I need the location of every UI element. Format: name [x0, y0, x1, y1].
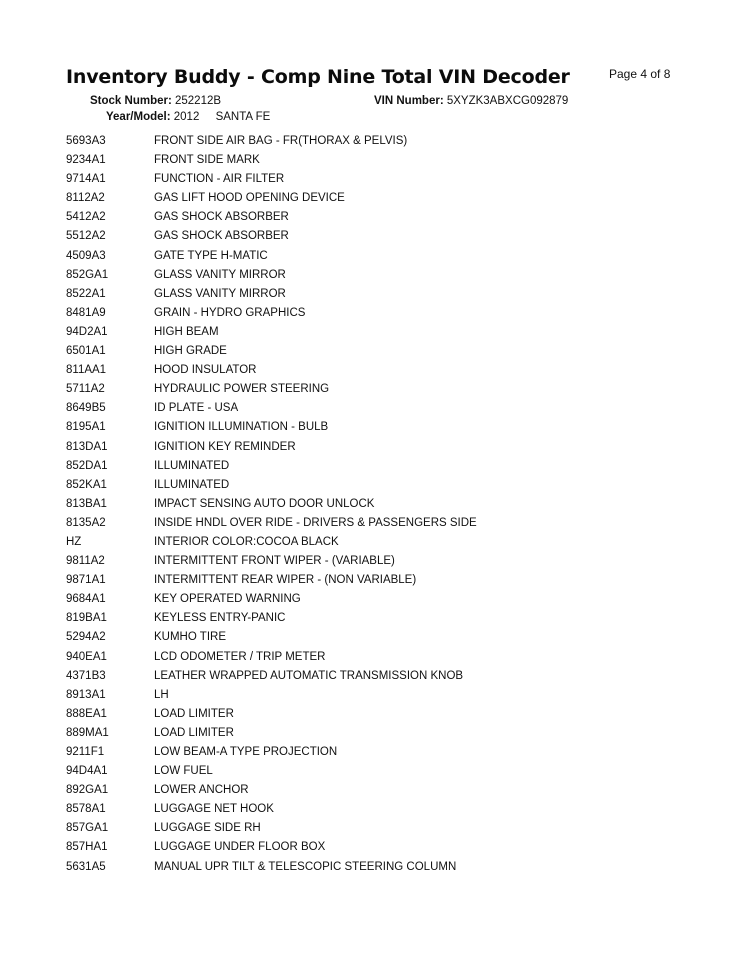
- option-description: LH: [154, 688, 169, 701]
- option-description: INTERMITTENT REAR WIPER - (NON VARIABLE): [154, 574, 417, 587]
- list-item: [66, 838, 477, 857]
- option-code: 8112A2: [66, 192, 105, 205]
- option-description: LOWER ANCHOR: [154, 784, 249, 797]
- option-code: 852GA1: [66, 268, 109, 281]
- option-code: 5631A5: [66, 860, 106, 873]
- option-code: 813DA1: [66, 440, 108, 453]
- option-code: 5412A2: [66, 211, 106, 224]
- year-value: 2012: [173, 111, 200, 123]
- list-item: [66, 189, 477, 208]
- option-code-list: [66, 132, 477, 877]
- list-item: [66, 648, 477, 667]
- option-code: 5512A2: [66, 230, 106, 243]
- list-item: [66, 457, 477, 476]
- option-description: LUGGAGE UNDER FLOOR BOX: [154, 841, 326, 854]
- option-code: 892GA1: [66, 784, 109, 797]
- list-item: [66, 705, 477, 724]
- option-description: KUMHO TIRE: [154, 631, 226, 644]
- list-item: [66, 132, 477, 151]
- stock-number-label: Stock Number:: [90, 95, 172, 107]
- option-description: LUGGAGE NET HOOK: [154, 803, 274, 816]
- list-item: [66, 800, 477, 819]
- page-title: Inventory Buddy - Comp Nine Total VIN Decoder: [66, 66, 570, 88]
- option-description: LOW BEAM-A TYPE PROJECTION: [154, 746, 338, 758]
- option-description: LEATHER WRAPPED AUTOMATIC TRANSMISSION KNOB: [154, 669, 464, 682]
- option-code: 889MA1: [66, 726, 109, 739]
- option-description: ID PLATE - USA: [154, 402, 239, 415]
- option-code: 8522A1: [66, 287, 106, 300]
- option-code: 819BA1: [66, 612, 107, 625]
- option-code: 9234A1: [66, 154, 106, 167]
- option-description: LOAD LIMITER: [154, 707, 234, 720]
- list-item: [66, 247, 477, 266]
- option-code: 940EA1: [66, 650, 107, 663]
- model-value: SANTA FE: [215, 111, 271, 123]
- option-code: 4371B3: [66, 669, 106, 682]
- option-code: 9211F1: [66, 746, 105, 758]
- option-code: 94D4A1: [66, 765, 108, 778]
- option-code: HZ: [66, 535, 82, 548]
- option-code: 857GA1: [66, 822, 109, 835]
- list-item: [66, 667, 477, 686]
- option-description: ILLUMINATED: [154, 478, 230, 491]
- option-description: MANUAL UPR TILT & TELESCOPIC STEERING COLUMN: [154, 860, 457, 873]
- option-code: 6501A1: [66, 345, 106, 358]
- vin-number-value: 5XYZK3ABXCG092879: [446, 95, 569, 107]
- year-model-field: [106, 111, 270, 123]
- list-item: [66, 266, 477, 285]
- option-description: KEY OPERATED WARNING: [154, 593, 301, 606]
- option-description: GRAIN - HYDRO GRAPHICS: [154, 306, 306, 319]
- list-item: [66, 418, 477, 437]
- list-item: [66, 609, 477, 628]
- list-item: [66, 170, 477, 189]
- option-description: GAS SHOCK ABSORBER: [154, 211, 289, 224]
- option-code: 5693A3: [66, 135, 106, 147]
- option-description: IGNITION ILLUMINATION - BULB: [154, 421, 329, 434]
- option-code: 8649B5: [66, 402, 106, 415]
- list-item: [66, 342, 477, 361]
- option-code: 8135A2: [66, 516, 106, 529]
- option-code: 9871A1: [66, 574, 106, 587]
- list-item: [66, 304, 477, 323]
- option-description: GLASS VANITY MIRROR: [154, 287, 286, 300]
- stock-number-value: 252212B: [175, 95, 222, 107]
- option-description: HYDRAULIC POWER STEERING: [154, 383, 330, 396]
- option-description: GLASS VANITY MIRROR: [154, 268, 286, 281]
- vin-number-label: VIN Number:: [374, 95, 444, 107]
- option-code: 888EA1: [66, 707, 107, 720]
- list-item: [66, 438, 477, 457]
- list-item: [66, 495, 477, 514]
- option-code: 813BA1: [66, 497, 107, 510]
- option-description: HIGH GRADE: [154, 345, 227, 358]
- option-code: 811AA1: [66, 364, 107, 377]
- option-description: LOW FUEL: [154, 765, 213, 778]
- option-code: 94D2A1: [66, 325, 108, 338]
- option-description: HIGH BEAM: [154, 325, 219, 338]
- list-item: [66, 819, 477, 838]
- option-description: GAS SHOCK ABSORBER: [154, 230, 289, 243]
- option-description: FUNCTION - AIR FILTER: [154, 173, 285, 186]
- option-code: 9684A1: [66, 593, 106, 606]
- option-code: 8578A1: [66, 803, 106, 816]
- list-item: [66, 208, 477, 227]
- option-code: 857HA1: [66, 841, 108, 854]
- option-description: KEYLESS ENTRY-PANIC: [154, 612, 286, 625]
- vin-number-field: [374, 95, 568, 107]
- list-item: [66, 399, 477, 418]
- option-code: 852KA1: [66, 478, 107, 491]
- list-item: [66, 552, 477, 571]
- list-item: [66, 762, 477, 781]
- option-description: INTERIOR COLOR:COCOA BLACK: [154, 535, 339, 548]
- option-code: 5711A2: [66, 383, 105, 396]
- option-code: 8195A1: [66, 421, 106, 434]
- list-item: [66, 227, 477, 246]
- option-description: LUGGAGE SIDE RH: [154, 822, 261, 835]
- list-item: [66, 323, 477, 342]
- list-item: [66, 628, 477, 647]
- option-description: GAS LIFT HOOD OPENING DEVICE: [154, 192, 345, 205]
- option-code: 9811A2: [66, 555, 105, 568]
- list-item: [66, 151, 477, 170]
- list-item: [66, 476, 477, 495]
- list-item: [66, 743, 477, 762]
- option-description: FRONT SIDE MARK: [154, 154, 260, 167]
- option-code: 9714A1: [66, 173, 106, 186]
- option-description: HOOD INSULATOR: [154, 364, 257, 377]
- option-description: ILLUMINATED: [154, 459, 230, 472]
- option-description: FRONT SIDE AIR BAG - FR(THORAX & PELVIS): [154, 135, 408, 147]
- list-item: [66, 571, 477, 590]
- list-item: [66, 858, 477, 877]
- list-item: [66, 514, 477, 533]
- list-item: [66, 380, 477, 399]
- list-item: [66, 361, 477, 380]
- list-item: [66, 285, 477, 304]
- option-description: INTERMITTENT FRONT WIPER - (VARIABLE): [154, 555, 395, 568]
- option-code: 852DA1: [66, 459, 108, 472]
- option-description: IGNITION KEY REMINDER: [154, 440, 296, 453]
- option-description: LCD ODOMETER / TRIP METER: [154, 650, 326, 663]
- option-code: 8913A1: [66, 688, 106, 701]
- year-model-label: Year/Model:: [106, 111, 171, 123]
- list-item: [66, 533, 477, 552]
- option-description: GATE TYPE H-MATIC: [154, 249, 268, 262]
- option-code: 8481A9: [66, 306, 106, 319]
- option-code: 5294A2: [66, 631, 106, 644]
- option-description: IMPACT SENSING AUTO DOOR UNLOCK: [154, 497, 375, 510]
- option-description: INSIDE HNDL OVER RIDE - DRIVERS & PASSENGERS SIDE: [154, 516, 477, 529]
- list-item: [66, 781, 477, 800]
- page-number: Page 4 of 8: [609, 67, 671, 81]
- list-item: [66, 686, 477, 705]
- stock-number-field: [90, 95, 221, 107]
- option-description: LOAD LIMITER: [154, 726, 234, 739]
- list-item: [66, 590, 477, 609]
- option-code: 4509A3: [66, 249, 106, 262]
- list-item: [66, 724, 477, 743]
